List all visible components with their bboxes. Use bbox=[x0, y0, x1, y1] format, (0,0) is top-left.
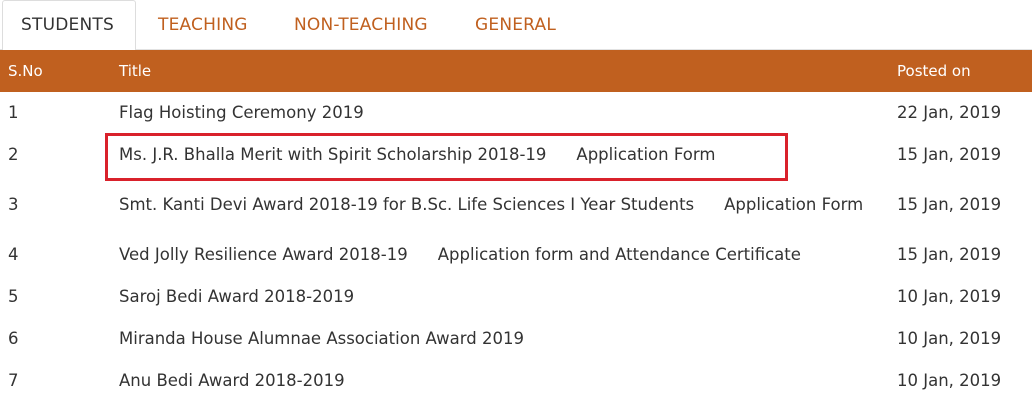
row-sno: 5 bbox=[0, 276, 110, 318]
row-date: 15 Jan, 2019 bbox=[888, 134, 1032, 176]
row-title-cell bbox=[110, 176, 888, 234]
tab-bar bbox=[0, 0, 1032, 50]
row-title-cell bbox=[110, 134, 888, 176]
table-header-row bbox=[0, 50, 1032, 92]
notice-title-link[interactable]: Saroj Bedi Award 2018-2019 bbox=[119, 287, 355, 306]
tab-teaching[interactable]: TEACHING bbox=[158, 15, 248, 35]
notice-title-link[interactable]: Smt. Kanti Devi Award 2018-19 for B.Sc. Life Sciences I Year Students bbox=[119, 195, 695, 214]
header-posted-on: Posted on bbox=[888, 50, 1032, 92]
table-row bbox=[0, 276, 1032, 318]
row-sno: 7 bbox=[0, 360, 110, 402]
row-date: 22 Jan, 2019 bbox=[888, 92, 1032, 134]
tab-non-teaching[interactable]: NON-TEACHING bbox=[294, 15, 428, 35]
row-date: 10 Jan, 2019 bbox=[888, 318, 1032, 360]
row-sno: 6 bbox=[0, 318, 110, 360]
row-title-cell bbox=[110, 234, 888, 276]
table-row bbox=[0, 234, 1032, 276]
table-row bbox=[0, 176, 1032, 234]
row-title-cell bbox=[110, 276, 888, 318]
notice-title-link[interactable]: Ms. J.R. Bhalla Merit with Spirit Scholarship 2018-19 bbox=[119, 145, 547, 164]
notice-title-link[interactable]: Ved Jolly Resilience Award 2018-19 bbox=[119, 245, 408, 264]
table-row bbox=[0, 92, 1032, 134]
tab-general[interactable]: GENERAL bbox=[475, 15, 556, 35]
notice-title-link[interactable]: Anu Bedi Award 2018-2019 bbox=[119, 371, 345, 390]
row-sno: 2 bbox=[0, 134, 110, 176]
application-form-link[interactable]: Application Form bbox=[576, 145, 716, 164]
row-date: 10 Jan, 2019 bbox=[888, 360, 1032, 402]
table-row bbox=[0, 360, 1032, 402]
row-title-cell bbox=[110, 92, 888, 134]
notice-title-link[interactable]: Miranda House Alumnae Association Award 2019 bbox=[119, 329, 524, 348]
row-date: 10 Jan, 2019 bbox=[888, 276, 1032, 318]
tab-students[interactable]: STUDENTS bbox=[2, 0, 136, 51]
table-row bbox=[0, 134, 1032, 176]
application-form-link[interactable]: Application Form bbox=[724, 195, 864, 214]
notice-title-link[interactable]: Flag Hoisting Ceremony 2019 bbox=[119, 103, 364, 122]
row-title-cell bbox=[110, 318, 888, 360]
header-sno: S.No bbox=[0, 50, 110, 92]
row-sno: 3 bbox=[0, 176, 110, 234]
row-date: 15 Jan, 2019 bbox=[888, 176, 1032, 234]
row-sno: 4 bbox=[0, 234, 110, 276]
notices-table bbox=[0, 50, 1032, 402]
header-title: Title bbox=[110, 50, 888, 92]
row-date: 15 Jan, 2019 bbox=[888, 234, 1032, 276]
row-title-cell bbox=[110, 360, 888, 402]
application-form-link[interactable]: Application form and Attendance Certificate bbox=[437, 245, 801, 264]
row-sno: 1 bbox=[0, 92, 110, 134]
table-row bbox=[0, 318, 1032, 360]
